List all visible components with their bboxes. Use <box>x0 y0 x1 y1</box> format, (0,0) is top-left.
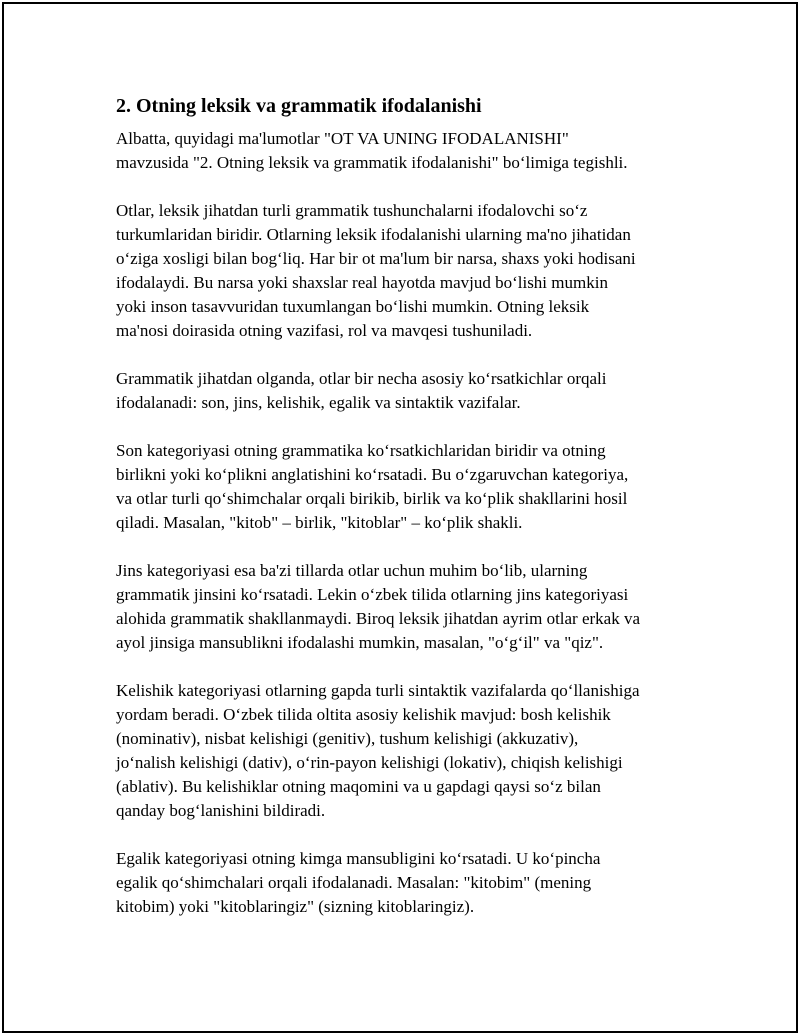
document-title: 2. Otning leksik va grammatik ifodalanishi <box>116 95 482 117</box>
paragraph-case-category: Kelishik kategoriyasi otlarning gapda turli sintaktik vazifalarda qo‘llanishiga yordam beradi. O‘zbek tilida oltita asosiy kelishik mavjud: bosh kelishik (nominativ), nisbat kelishigi (genitiv), tushum kelishigi (akkuzativ), jo‘nalish kelishigi (dativ), o‘rin-payon kelishigi (lokativ), chiqish kelishigi (ablativ). Bu kelishiklar otning maqomini va u gapdagi qaysi so‘z bilan qanday bog‘lanishini bildiradi. <box>116 681 640 820</box>
paragraph-number-category: Son kategoriyasi otning grammatika ko‘rsatkichlaridan biridir va otning birlikni yoki ko‘plikni anglatishini ko‘rsatadi. Bu o‘zgaruvchan kategoriya, va otlar turli qo‘shimchalar orqali birikib, birlik va ko‘plik shakllarini hosil qiladi. Masalan, "kitob" – birlik, "kitoblar" – ko‘plik shakli. <box>116 441 629 532</box>
document-body <box>116 93 706 943</box>
paragraph-grammatical: Grammatik jihatdan olganda, otlar bir necha asosiy ko‘rsatkichlar orqali ifodalanadi: son, jins, kelishik, egalik va sintaktik vazifalar. <box>116 369 607 412</box>
paragraph-possession-category: Egalik kategoriyasi otning kimga mansubligini ko‘rsatadi. U ko‘pincha egalik qo‘shimchalari orqali ifodalanadi. Masalan: "kitobim" (mening kitobim) yoki "kitoblaringiz" (sizning kitoblaringiz). <box>116 849 601 916</box>
paragraph-gender-category: Jins kategoriyasi esa ba'zi tillarda otlar uchun muhim bo‘lib, ularning grammatik jinsini ko‘rsatadi. Lekin o‘zbek tilida otlarning jins kategoriyasi alohida grammatik shakllanmaydi. Biroq leksik jihatdan ayrim otlar erkak va ayol jinsiga mansublikni ifodalashi mumkin, masalan, "o‘g‘il" va "qiz". <box>116 561 641 652</box>
paragraph-intro: Albatta, quyidagi ma'lumotlar "OT VA UNING IFODALANISHI" mavzusida "2. Otning leksik va grammatik ifodalanishi" bo‘limiga tegishli. <box>116 129 628 172</box>
paragraph-lexical: Otlar, leksik jihatdan turli grammatik tushunchalarni ifodalovchi so‘z turkumlaridan biridir. Otlarning leksik ifodalanishi ularning ma'no jihatidan o‘ziga xosligi bilan bog‘liq. Har bir ot ma'lum bir narsa, shaxs yoki hodisani ifodalaydi. Bu narsa yoki shaxslar real hayotda mavjud bo‘lishi mumkin yoki inson tasavvuridan tuxumlangan bo‘lishi mumkin. Otning leksik ma'nosi doirasida otning vazifasi, rol va mavqesi tushuniladi. <box>116 201 636 340</box>
